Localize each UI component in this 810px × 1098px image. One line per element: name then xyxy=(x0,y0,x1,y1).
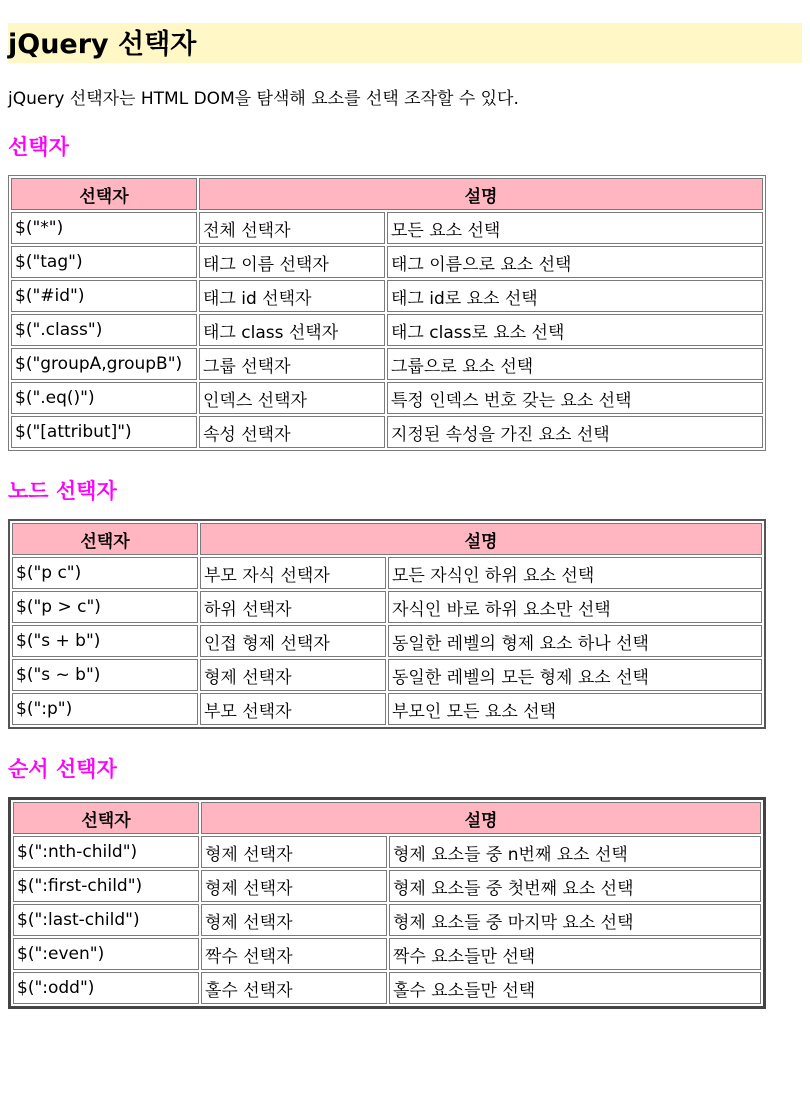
description-cell: 태그 class로 요소 선택 xyxy=(387,314,763,346)
selector-type-cell: 태그 class 선택자 xyxy=(199,314,385,346)
document-page xyxy=(0,23,802,1009)
selector-type-cell: 형제 선택자 xyxy=(201,836,387,868)
selector-cell: $(":last-child") xyxy=(13,904,199,936)
selector-type-cell: 짝수 선택자 xyxy=(201,938,387,970)
order-selector-table xyxy=(8,797,766,1009)
header-selector: 선택자 xyxy=(11,178,197,210)
section-heading-node-selectors: 노드 선택자 xyxy=(8,479,117,503)
header-selector: 선택자 xyxy=(13,802,199,834)
table-row xyxy=(12,557,762,589)
table-row xyxy=(11,416,763,448)
selector-type-cell: 형제 선택자 xyxy=(201,904,387,936)
selector-type-cell: 부모 선택자 xyxy=(200,693,386,725)
table-header-row xyxy=(11,178,763,210)
selector-type-cell: 속성 선택자 xyxy=(199,416,385,448)
selector-table xyxy=(8,175,766,451)
table-row xyxy=(12,625,762,657)
selector-type-cell: 인덱스 선택자 xyxy=(199,382,385,414)
table-row xyxy=(11,280,763,312)
selector-type-cell: 태그 이름 선택자 xyxy=(199,246,385,278)
description-cell: 그룹으로 요소 선택 xyxy=(387,348,763,380)
description-cell: 지정된 속성을 가진 요소 선택 xyxy=(387,416,763,448)
table-row xyxy=(12,659,762,691)
selector-cell: $(":nth-child") xyxy=(13,836,199,868)
description-cell: 모든 요소 선택 xyxy=(387,212,763,244)
description-cell: 동일한 레벨의 모든 형제 요소 선택 xyxy=(388,659,762,691)
selector-type-cell: 형제 선택자 xyxy=(200,659,386,691)
table-row xyxy=(11,348,763,380)
table-row xyxy=(13,938,761,970)
table-row xyxy=(11,314,763,346)
table-header-row xyxy=(13,802,761,834)
selector-cell: $("s ~ b") xyxy=(12,659,198,691)
selector-cell: $(".eq()") xyxy=(11,382,197,414)
selector-cell: $("#id") xyxy=(11,280,197,312)
header-description: 설명 xyxy=(200,523,762,555)
table-row xyxy=(11,212,763,244)
table-row xyxy=(11,382,763,414)
description-cell: 자식인 바로 하위 요소만 선택 xyxy=(388,591,762,623)
selector-cell: $(":odd") xyxy=(13,972,199,1004)
section-heading-order-selectors: 순서 선택자 xyxy=(8,757,117,781)
selector-cell: $("*") xyxy=(11,212,197,244)
header-description: 설명 xyxy=(199,178,763,210)
table-row xyxy=(12,591,762,623)
selector-cell: $(":first-child") xyxy=(13,870,199,902)
header-description: 설명 xyxy=(201,802,761,834)
description-cell: 특정 인덱스 번호 갖는 요소 선택 xyxy=(387,382,763,414)
intro-text: jQuery 선택자는 HTML DOM을 탐색해 요소를 선택 조작할 수 있다. xyxy=(8,89,519,109)
selector-type-cell: 하위 선택자 xyxy=(200,591,386,623)
selector-cell: $(":even") xyxy=(13,938,199,970)
table-row xyxy=(11,246,763,278)
selector-cell: $("p > c") xyxy=(12,591,198,623)
selector-type-cell: 인접 형제 선택자 xyxy=(200,625,386,657)
description-cell: 짝수 요소들만 선택 xyxy=(389,938,761,970)
description-cell: 부모인 모든 요소 선택 xyxy=(388,693,762,725)
section-heading-selectors: 선택자 xyxy=(8,135,69,159)
selector-cell: $("[attribut]") xyxy=(11,416,197,448)
selector-cell: $("tag") xyxy=(11,246,197,278)
description-cell: 동일한 레벨의 형제 요소 하나 선택 xyxy=(388,625,762,657)
description-cell: 태그 id로 요소 선택 xyxy=(387,280,763,312)
table-header-row xyxy=(12,523,762,555)
selector-cell: $(":p") xyxy=(12,693,198,725)
selector-type-cell: 태그 id 선택자 xyxy=(199,280,385,312)
description-cell: 형제 요소들 중 n번째 요소 선택 xyxy=(389,836,761,868)
description-cell: 모든 자식인 하위 요소 선택 xyxy=(388,557,762,589)
description-cell: 형제 요소들 중 첫번째 요소 선택 xyxy=(389,870,761,902)
selector-cell: $(".class") xyxy=(11,314,197,346)
selector-type-cell: 부모 자식 선택자 xyxy=(200,557,386,589)
selector-type-cell: 형제 선택자 xyxy=(201,870,387,902)
selector-type-cell: 그룹 선택자 xyxy=(199,348,385,380)
table-row xyxy=(13,870,761,902)
selector-cell: $("groupA,groupB") xyxy=(11,348,197,380)
selector-type-cell: 홀수 선택자 xyxy=(201,972,387,1004)
table-row xyxy=(12,693,762,725)
node-selector-table xyxy=(8,519,766,729)
description-cell: 홀수 요소들만 선택 xyxy=(389,972,761,1004)
header-selector: 선택자 xyxy=(12,523,198,555)
description-cell: 형제 요소들 중 마지막 요소 선택 xyxy=(389,904,761,936)
selector-type-cell: 전체 선택자 xyxy=(199,212,385,244)
selector-cell: $("s + b") xyxy=(12,625,198,657)
selector-cell: $("p c") xyxy=(12,557,198,589)
page-title: jQuery 선택자 xyxy=(8,23,802,63)
description-cell: 태그 이름으로 요소 선택 xyxy=(387,246,763,278)
table-row xyxy=(13,836,761,868)
table-row xyxy=(13,904,761,936)
table-row xyxy=(13,972,761,1004)
